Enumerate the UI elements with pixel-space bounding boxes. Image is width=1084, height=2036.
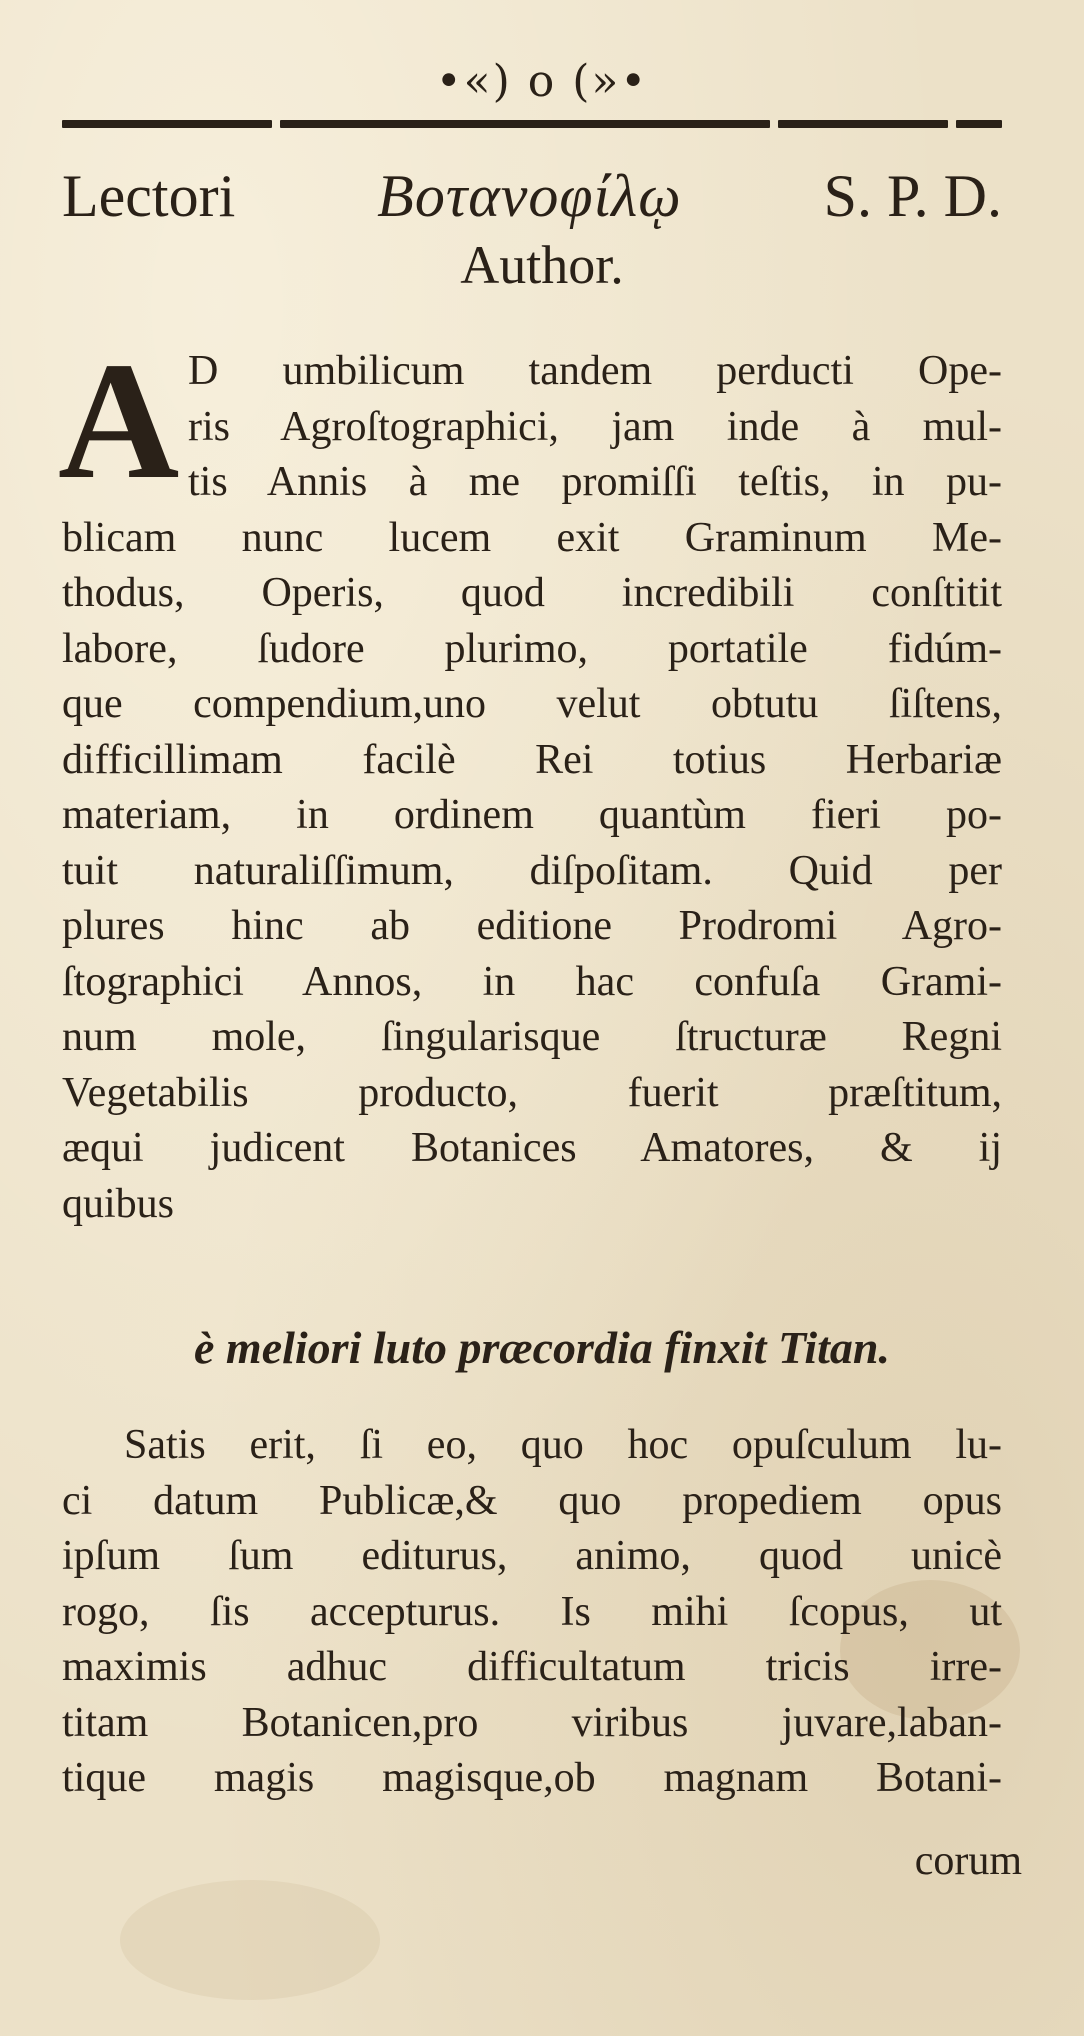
text-line: titam Botanicen,pro viribus juvare,laban- <box>62 1699 1002 1746</box>
text-line: difficillimam facilè Rei totius Herbariæ <box>62 736 1002 783</box>
text-line: æqui judicent Botanices Amatores, & ij <box>62 1125 1002 1171</box>
text-line: materiam, in ordinem quantùm fieri po- <box>62 792 1002 838</box>
text-line: ci datum Publicæ,& quo propediem opus <box>62 1477 1002 1524</box>
text-line: maximis adhuc difficultatum tricis irre- <box>62 1644 1002 1690</box>
text-line: ris Agroſtographici, jam inde à mul- <box>188 403 1002 450</box>
quotation: è meliori luto præcordia finxit Titan. <box>194 1322 890 1373</box>
rule-segment <box>956 120 1002 128</box>
text-line: tuit naturaliſſimum, diſpoſitam. Quid per <box>62 847 1002 894</box>
paragraph-2 <box>62 1418 1002 1807</box>
page-title <box>62 160 1002 232</box>
paragraph-1 <box>62 344 1002 1232</box>
text-line: num mole, ſingularisque ſtructuræ Regni <box>62 1014 1002 1060</box>
rule-segment <box>778 120 948 128</box>
text-line: Vegetabilis producto, fuerit præſtitum, <box>62 1069 1002 1116</box>
title-word-greek: Βοτανοφίλῳ <box>377 163 682 229</box>
text-line: ipſum ſum editurus, animo, quod unicè <box>62 1533 1002 1579</box>
text-line: labore, ſudore plurimo, portatile fidúm- <box>62 625 1002 672</box>
text-line: tique magis magisque,ob magnam Botani- <box>62 1755 1002 1801</box>
paper-stain <box>120 1880 380 2000</box>
text-line: blicam nunc lucem exit Graminum Me- <box>62 514 1002 561</box>
text-line: plures hinc ab editione Prodromi Agro- <box>62 903 1002 949</box>
text-line: ſtographici Annos, in hac confuſa Grami- <box>62 958 1002 1005</box>
title-word-lectori: Lectori <box>62 163 236 229</box>
text-line: thodus, Operis, quod incredibili conſtitit <box>62 570 1002 616</box>
page-subtitle: Author. <box>460 235 624 295</box>
catchword: corum <box>914 1838 1022 1884</box>
text-line: Satis erit, ſi eo, quo hoc opuſculum lu- <box>124 1422 1002 1468</box>
rule-segment <box>62 120 272 128</box>
text-line: D umbilicum tandem perducti Ope- <box>188 348 1002 394</box>
header-rule <box>62 120 1002 130</box>
text-line: que compendium,uno velut obtutu ſiſtens, <box>62 681 1002 727</box>
text-line: tis Annis à me promiſſi teſtis, in pu- <box>188 459 1002 505</box>
page-ornament: •«) o (»• <box>435 56 649 107</box>
text-line: rogo, ſis accepturus. Is mihi ſcopus, ut <box>62 1588 1002 1635</box>
drop-cap: A <box>58 328 180 514</box>
text-line: quibus <box>62 1180 175 1227</box>
title-word-spd: S. P. D. <box>823 163 1002 229</box>
rule-segment <box>280 120 770 128</box>
